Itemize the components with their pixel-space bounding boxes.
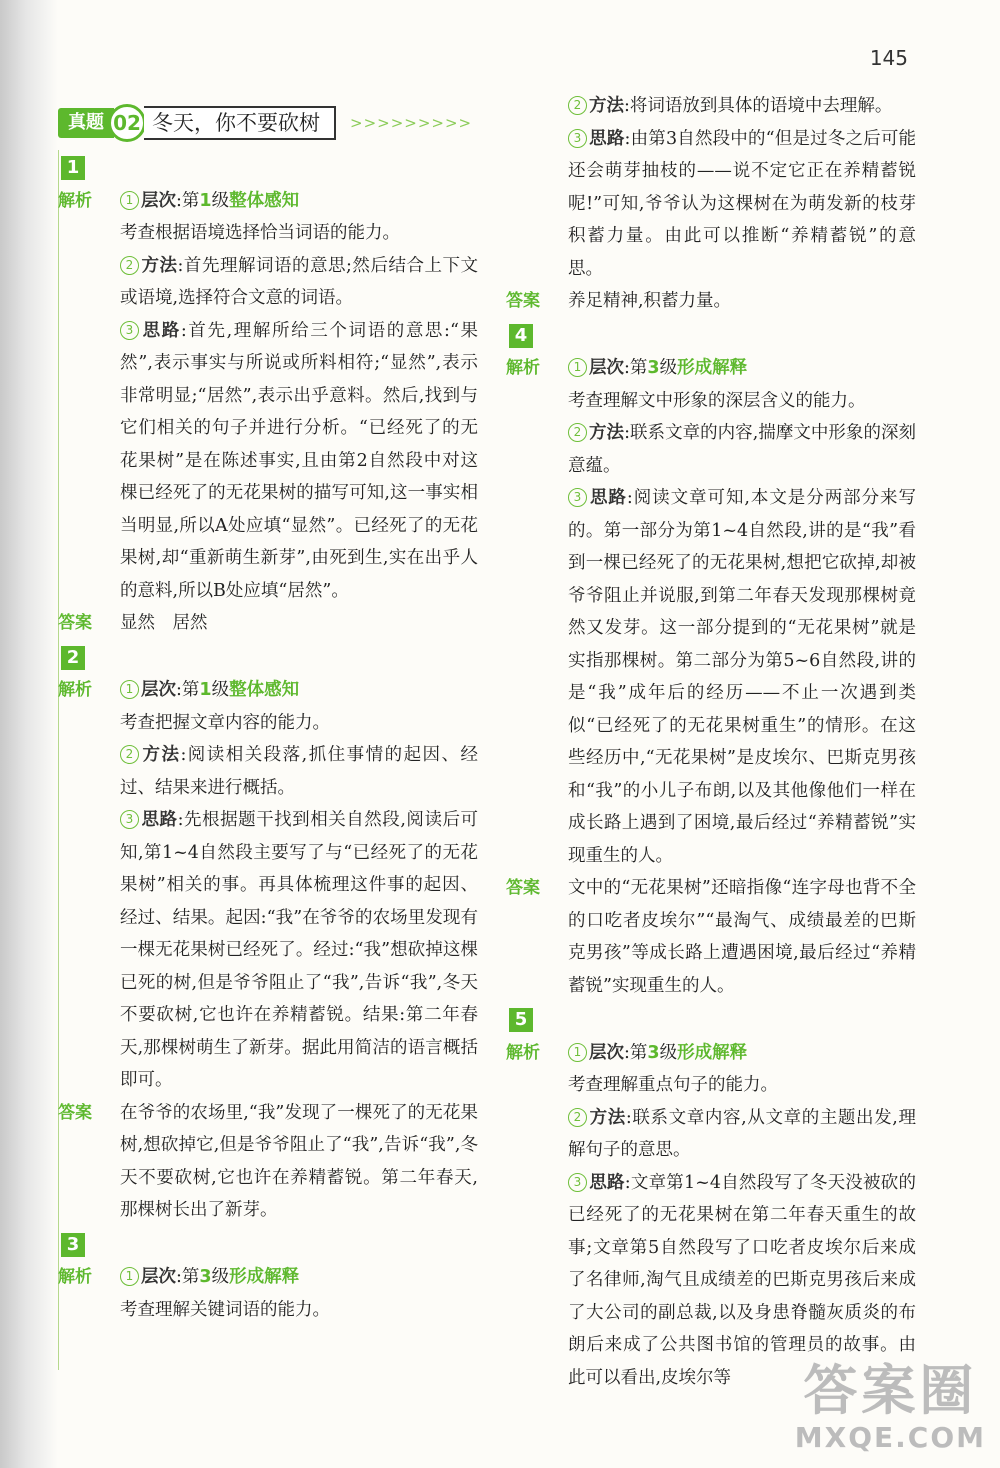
analysis-body: [120, 1261, 478, 1326]
answer-label: 答案: [506, 878, 540, 898]
question-number: 1: [61, 156, 85, 180]
step-level: 1 层次:第3级形成解释 考查理解文中形象的深层含义的能力。: [568, 358, 866, 411]
banner-arrows-decoration: >>>>>>>>>: [350, 114, 473, 132]
analysis-row: [506, 1037, 916, 1395]
circled-number-icon: 2: [568, 423, 587, 442]
step-reasoning: 3 思路:由第3自然段中的“但是过冬之后可能还会萌芽抽枝的——说不定它正在养精蓄锐呢!”可知,爷爷认为这棵树在为萌发新的枝芽积蓄力量。由此可以推断“养精蓄锐”的意思。: [568, 128, 916, 279]
circled-number-icon: 3: [568, 1173, 587, 1192]
analysis-label: 解析: [58, 680, 92, 700]
step-level: 1 层次:第1级整体感知 考查根据语境选择恰当词语的能力。: [120, 190, 400, 243]
analysis-label: 解析: [58, 190, 92, 211]
left-column: [58, 150, 478, 1326]
answer-text: 文中的“无花果树”还暗指像“连字母也背不全的口吃者皮埃尔”“最淘气、成绩最差的巴斯克男孩”等成长路上遭遇困境,最后经过“养精蓄锐”实现重生的人。: [568, 878, 916, 996]
answer-row: [506, 872, 916, 1002]
answer-row: [506, 285, 916, 318]
circled-number-icon: 3: [568, 488, 587, 507]
banner-number: 02: [108, 104, 146, 142]
site-watermark: [795, 1361, 986, 1454]
analysis-body: [568, 1037, 916, 1395]
analysis-row: [506, 90, 916, 285]
banner-tag: 真题: [58, 108, 114, 138]
analysis-row: [58, 1261, 478, 1326]
answer-label: 答案: [58, 1102, 92, 1123]
analysis-row: [58, 674, 478, 1097]
step-reasoning: 3 思路:文章第1~4自然段写了冬天没被砍的已经死了的无花果树在第二年春天重生的故事;文章第5自然段写了口吃者皮埃尔后来成了名律师,淘气且成绩差的巴斯克男孩后来成了大公司的副总裁,以及身患脊髓灰质炎的布朗后来成了公共图书馆的管理员的故事。由此可以看出,皮埃尔等: [568, 1172, 917, 1388]
analysis-body: [120, 185, 478, 608]
circled-number-icon: 1: [120, 680, 139, 699]
analysis-row: [58, 185, 478, 608]
circled-number-icon: 1: [568, 1043, 587, 1062]
answer-row: [58, 1097, 478, 1227]
analysis-body: [568, 90, 916, 285]
circled-number-icon: 3: [120, 321, 139, 340]
circled-number-icon: 3: [568, 129, 587, 148]
circled-number-icon: 1: [568, 358, 587, 377]
watermark-chinese: 答案圈: [803, 1359, 978, 1422]
watermark-url: MXQE.COM: [794, 1421, 986, 1454]
circled-number-icon: 1: [120, 1267, 139, 1286]
analysis-row: [506, 352, 916, 872]
circled-number-icon: 2: [120, 256, 139, 275]
step-level: 1 层次:第3级形成解释 考查理解关键词语的能力。: [120, 1267, 330, 1320]
analysis-label: 解析: [58, 1267, 92, 1287]
question-block: [506, 318, 916, 1003]
answer-row: [58, 607, 478, 640]
question-block: [506, 1002, 916, 1394]
step-level: 1 层次:第1级整体感知 考查把握文章内容的能力。: [120, 680, 330, 733]
analysis-body: [568, 352, 916, 872]
step-reasoning: 3 思路:阅读文章可知,本文是分两部分来写的。第一部分为第1~4自然段,讲的是“我”看到一棵已经死了的无花果树,想把它砍掉,却被爷爷阻止并说服,到第二年春天发现那棵树竟然又发芽。这一部分提到的“无花果树”就是实指那棵树。第二部分为第5~6自然段,讲的是“我”成年后的经历——不止一次遇到类似“已经死了的无花果树重生”的情形。在这些经历中,“无花果树”是皮埃尔、巴斯克男孩和“我”的小儿子布朗,以及其他像他们一样在成长路上遇到了困境,最后经过“养精蓄锐”实现重生的人。: [568, 488, 917, 866]
step-reasoning: 3 思路:先根据题干找到相关自然段,阅读后可知,第1~4自然段主要写了与“已经死了的无花果树”相关的事。再具体梳理这件事的起因、经过、结果。起因:“我”在爷爷的农场里发现有一棵无花果树已经死了。经过:“我”想砍掉这棵已死的树,但是爷爷阻止了“我”,告诉“我”,冬天不要砍树,它也许在养精蓄锐。结果:第二年春天,那棵树萌生了新芽。据此用简洁的语言概括即可。: [120, 810, 479, 1090]
analysis-label: 解析: [506, 358, 540, 378]
step-method: 2 方法:将词语放到具体的语境中去理解。: [568, 90, 916, 123]
right-column: [506, 90, 916, 1394]
step-method: 2 方法:阅读相关段落,抓住事情的起因、经过、结果来进行概括。: [120, 745, 479, 798]
banner-title: 冬天，你不要砍树: [144, 106, 336, 140]
circled-number-icon: 1: [120, 191, 139, 210]
step-method: 2 方法:联系文章的内容,揣摩文中形象的深刻意蕴。: [568, 423, 917, 476]
analysis-label: 解析: [506, 1042, 540, 1063]
circled-number-icon: 2: [120, 745, 139, 764]
circled-number-icon: 2: [568, 1108, 587, 1127]
question-number: 3: [61, 1233, 85, 1257]
question-number: 2: [61, 646, 85, 670]
answer-label: 答案: [58, 613, 92, 633]
step-reasoning: 3 思路:首先,理解所给三个词语的意思:“果然”,表示事实与所说或所料相符;“显然”,表示非常明显;“居然”,表示出乎意料。然后,找到与它们相关的句子并进行分析。“已经死了的无花果树”是在陈述事实,且由第2自然段中对这棵已经死了的无花果树的描写可知,这一事实相当明显,所以A处应填“显然”。已经死了的无花果树,却“重新萌生新芽”,由死到生,实在出乎人的意料,所以B处应填“居然”。: [120, 320, 479, 601]
question-block: [58, 150, 478, 640]
question-number: 5: [509, 1008, 533, 1032]
circled-number-icon: 2: [568, 96, 587, 115]
answer-label: 答案: [506, 291, 540, 311]
question-number: 4: [509, 324, 533, 348]
answer-text: 在爷爷的农场里,“我”发现了一棵死了的无花果树,想砍掉它,但是爷爷阻止了“我”,告诉“我”,冬天不要砍树,它也许在养精蓄锐。第二年春天,那棵树长出了新芽。: [120, 1102, 478, 1220]
section-banner: [58, 105, 472, 141]
analysis-body: [120, 674, 478, 1097]
question-block: [58, 640, 478, 1227]
step-level: 1 层次:第3级形成解释 考查理解重点句子的能力。: [568, 1042, 778, 1095]
answer-text: 养足精神,积蓄力量。: [568, 291, 732, 311]
page-number: 145: [869, 46, 908, 70]
book-binding-shadow: [0, 0, 58, 1468]
circled-number-icon: 3: [120, 810, 139, 829]
question-block: [58, 1227, 478, 1327]
question-block-continued: [506, 90, 916, 318]
answer-text: 显然 居然: [120, 613, 208, 633]
step-method: 2 方法:联系文章内容,从文章的主题出发,理解句子的意思。: [568, 1107, 916, 1160]
step-method: 2 方法:首先理解词语的意思;然后结合上下文或语境,选择符合文意的词语。: [120, 255, 478, 308]
